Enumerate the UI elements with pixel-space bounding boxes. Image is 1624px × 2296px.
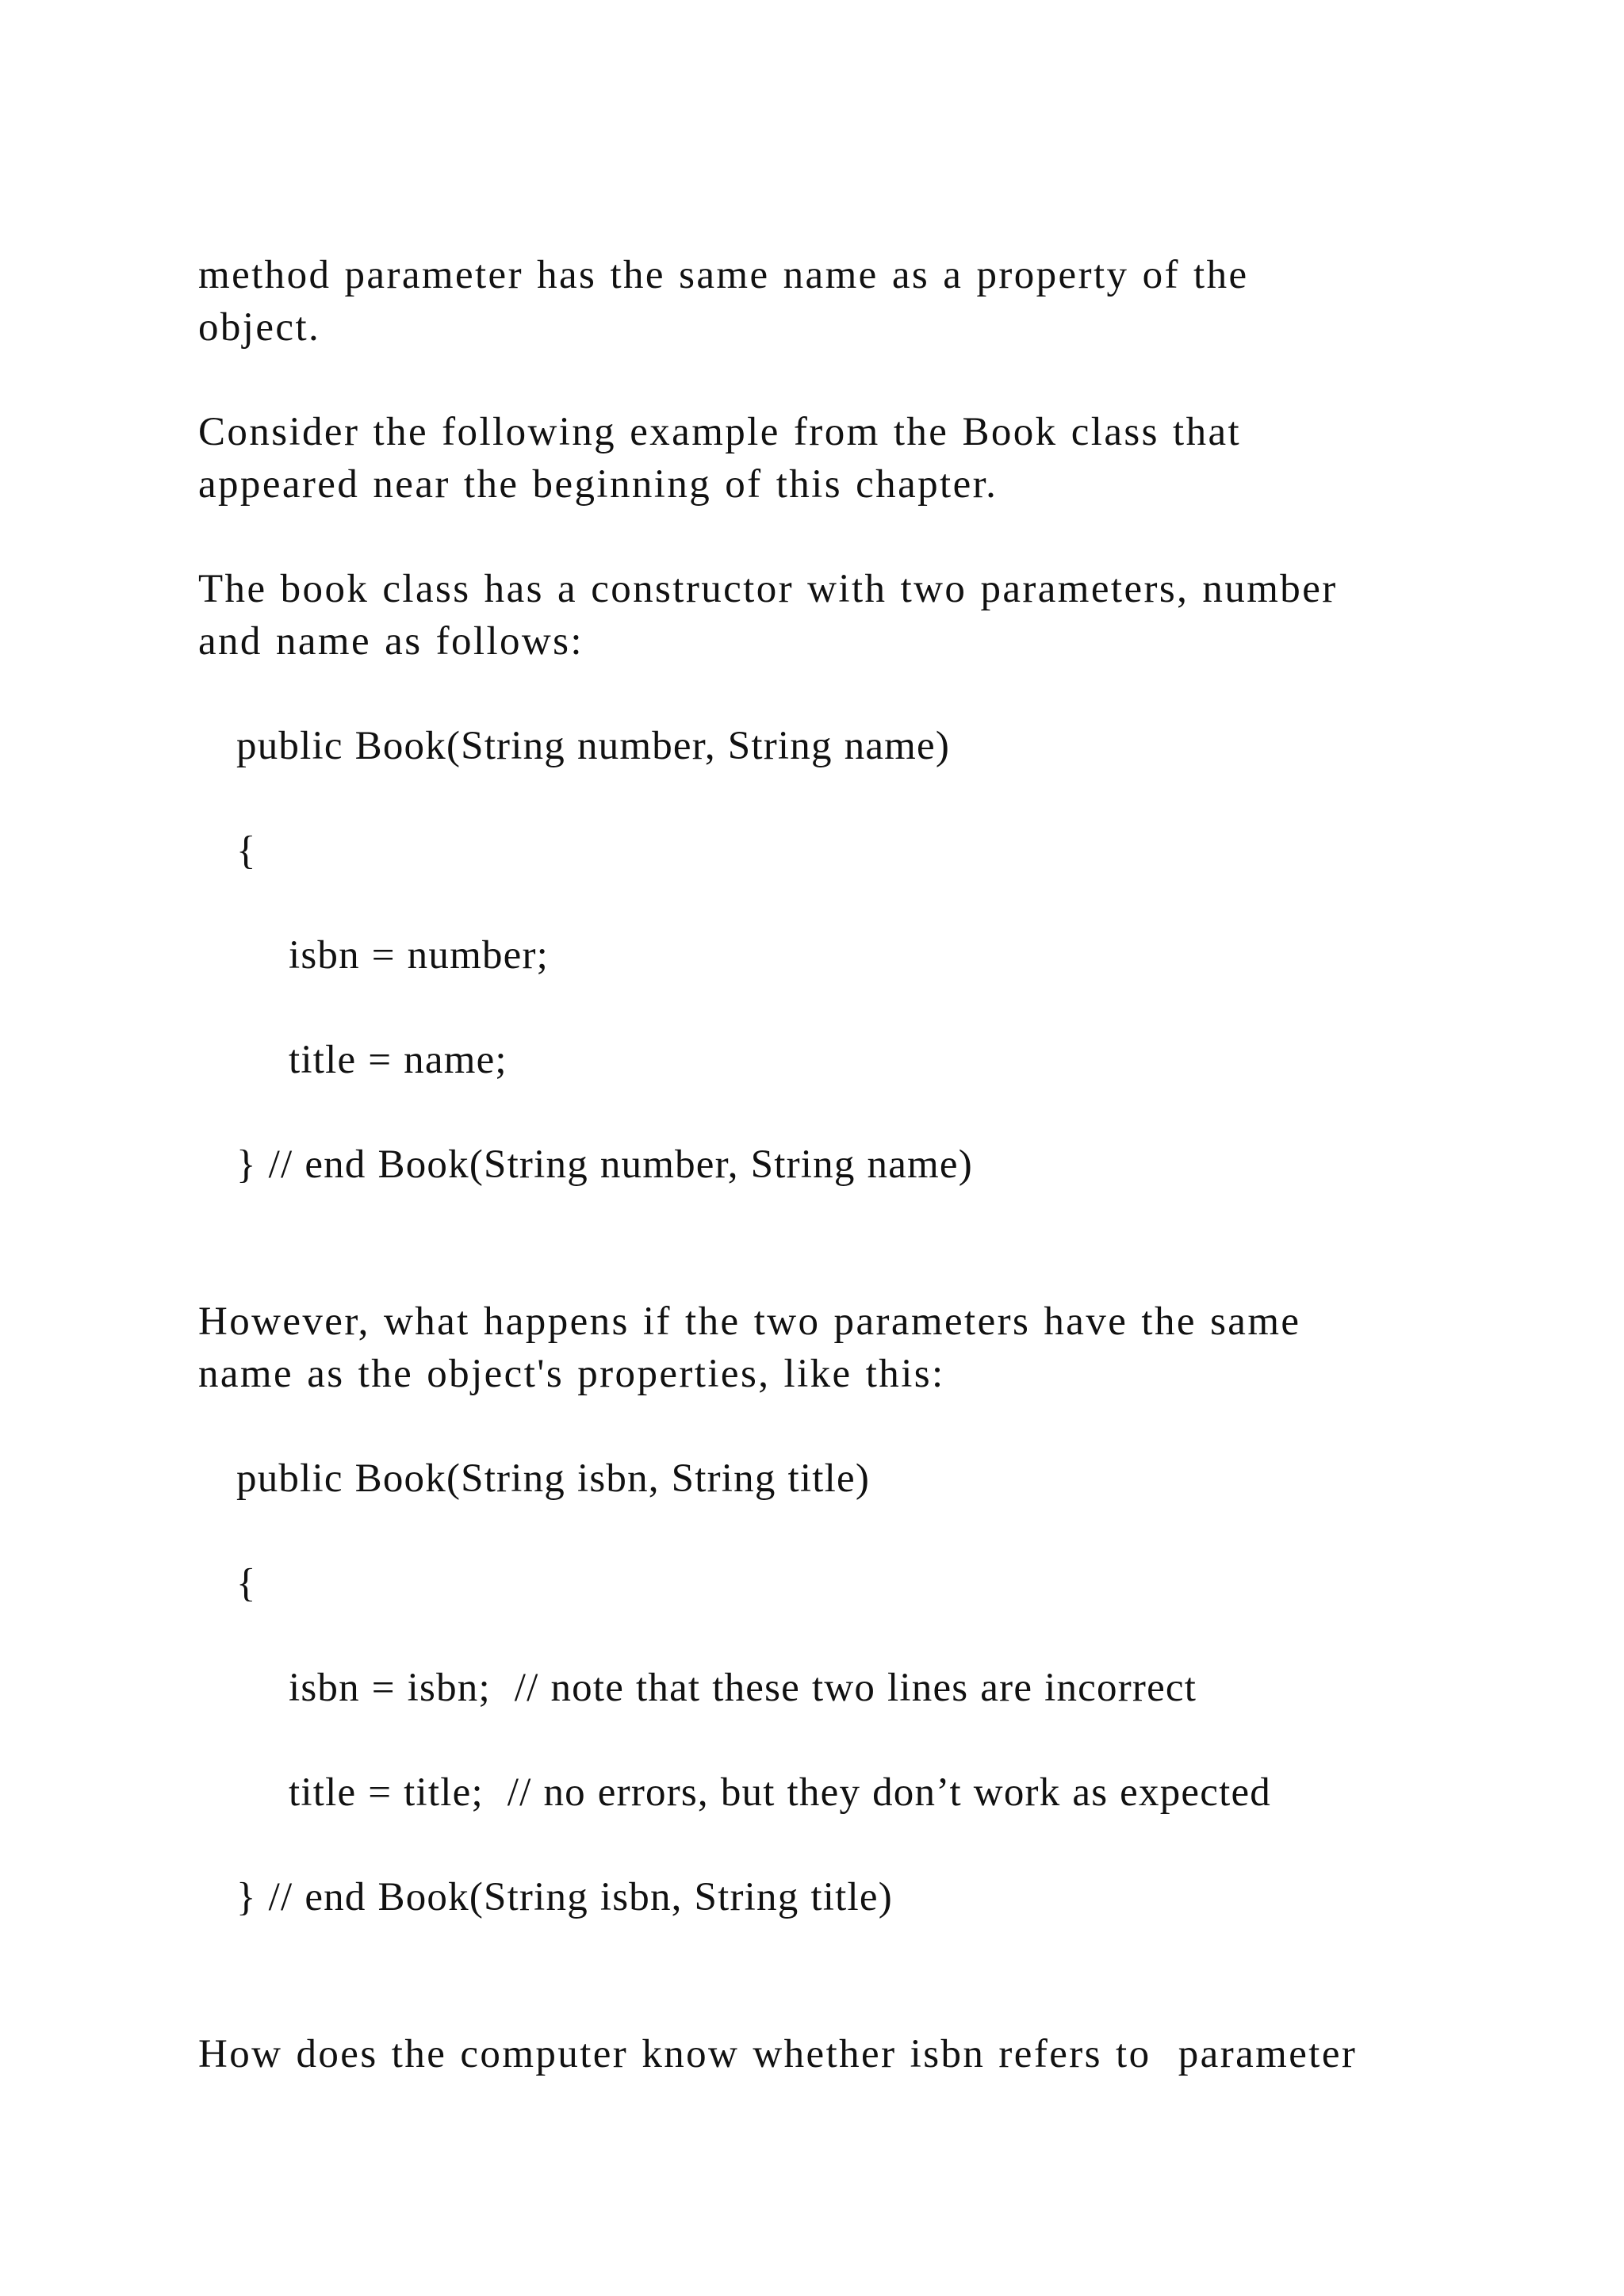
code-block-1-line-5: } // end Book(String number, String name) [236,1142,973,1187]
paragraph-2-line-1: Consider the following example from the Book class that [198,410,1242,454]
code-block-2-line-5: } // end Book(String isbn, String title) [236,1875,893,1919]
code-block-2-line-1: public Book(String isbn, String title) [236,1456,871,1501]
code-block-2-line-4: title = title; // no errors, but they don’t work as expected [289,1770,1272,1815]
code-block-2-line-2: { [236,1561,257,1605]
code-block-2-line-3: isbn = isbn; // note that these two lines are incorrect [289,1666,1197,1710]
paragraph-4-line-1: However, what happens if the two parameters have the same [198,1299,1301,1344]
code-block-1-line-2: { [236,828,257,873]
code-block-1-line-3: isbn = number; [289,933,550,978]
code-block-1-line-1: public Book(String number, String name) [236,724,951,768]
paragraph-4-line-2: name as the object's properties, like this: [198,1352,945,1396]
paragraph-3-line-1: The book class has a constructor with two parameters, number [198,567,1338,611]
code-block-1-line-4: title = name; [289,1038,508,1082]
paragraph-1-line-2: object. [198,305,321,350]
paragraph-3-line-2: and name as follows: [198,619,584,664]
paragraph-2-line-2: appeared near the beginning of this chapter. [198,462,998,507]
paragraph-5-line-1: How does the computer know whether isbn refers to parameter [198,2032,1358,2076]
paragraph-1-line-1: method parameter has the same name as a property of the [198,253,1249,297]
